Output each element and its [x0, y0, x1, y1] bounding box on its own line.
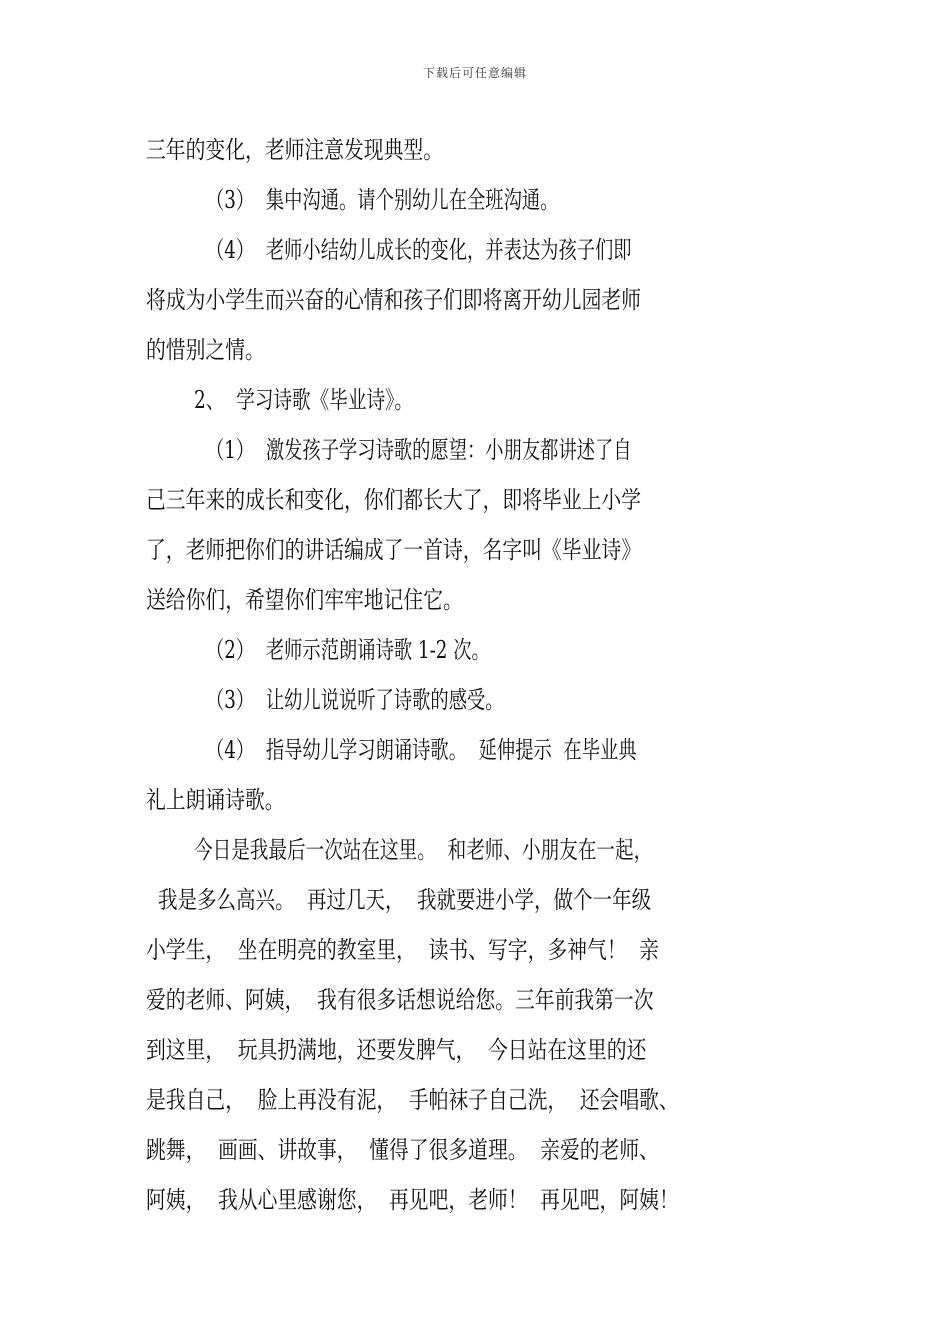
- text-line: 送给你们，希望你们牢牢地记住它。: [146, 586, 463, 614]
- text-line: （4） 指导幼儿学习朗诵诗歌。 延伸提示 在毕业典: [206, 736, 637, 764]
- section-heading: 2、 学习诗歌《毕业诗》。: [194, 386, 413, 414]
- text-line: （3） 集中沟通。请个别幼儿在全班沟通。: [206, 186, 559, 214]
- text-line: 三年的变化，老师注意发现典型。: [146, 136, 443, 164]
- text-line: 的惜别之情。: [146, 336, 265, 364]
- text-line: 己三年来的成长和变化，你们都长大了，即将毕业上小学: [146, 486, 641, 514]
- poem-line: 到这里， 玩具扔满地，还要发脾气， 今日站在这里的还: [146, 1036, 647, 1064]
- poem-line: 是我自己， 脸上再没有泥， 手帕袜子自己洗， 还会唱歌、: [146, 1086, 679, 1114]
- poem-line: 阿姨， 我从心里感谢您， 再见吧，老师！ 再见吧，阿姨！: [146, 1186, 679, 1214]
- poem-line: 爱的老师、阿姨， 我有很多话想说给您。三年前我第一次: [146, 986, 654, 1014]
- poem-line: 跳舞， 画画、讲故事， 懂得了很多道理。 亲爱的老师、: [146, 1136, 659, 1164]
- poem-line: 今日是我最后一次站在这里。 和老师、小朋友在一起，: [194, 836, 653, 864]
- text-line: （2） 老师示范朗诵诗歌 1-2 次。: [206, 636, 490, 664]
- text-line: 礼上朗诵诗歌。: [146, 786, 285, 814]
- text-line: （3） 让幼儿说说听了诗歌的感受。: [206, 686, 504, 714]
- text-line: （4） 老师小结幼儿成长的变化，并表达为孩子们即: [206, 236, 632, 264]
- text-line: 了，老师把你们的讲话编成了一首诗，名字叫《毕业诗》: [146, 536, 641, 564]
- poem-line: 我是多么高兴。 再过几天， 我就要进小学，做个一年级: [158, 886, 652, 914]
- poem-line: 小学生， 坐在明亮的教室里， 读书、写字，多神气！ 亲: [146, 936, 659, 964]
- page-header: 下载后可任意编辑: [422, 66, 527, 80]
- text-line: 将成为小学生而兴奋的心情和孩子们即将离开幼儿园老师: [146, 286, 641, 314]
- text-line: （1） 激发孩子学习诗歌的愿望：小朋友都讲述了自: [206, 436, 632, 464]
